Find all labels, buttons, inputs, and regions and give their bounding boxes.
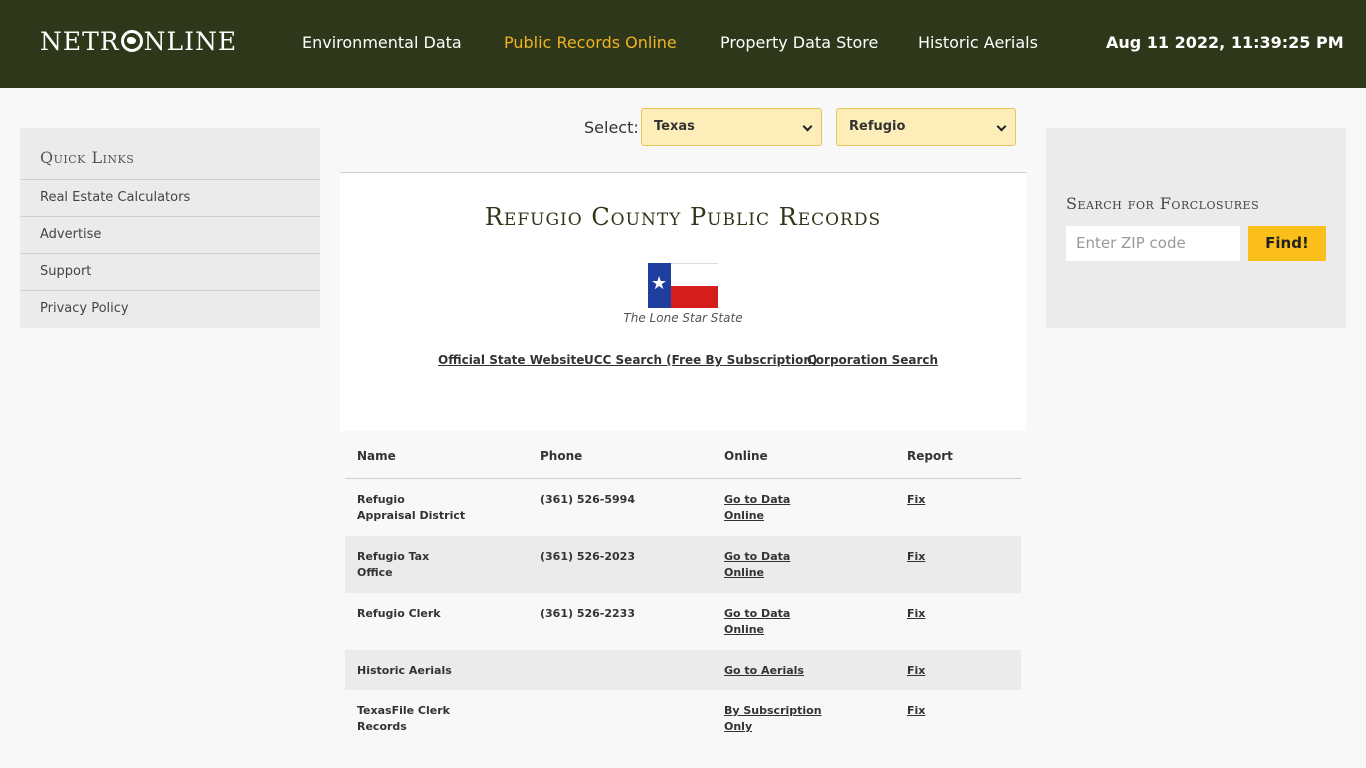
netronline-logo[interactable] [40,26,237,56]
table-row [345,479,1021,536]
corporation-search-link[interactable]: Corporation Search [807,353,939,367]
texas-flag-icon [648,263,718,308]
go-to-data-online-link[interactable]: Go to Data Online [724,550,791,579]
table-row [345,536,1021,593]
fix-report-link[interactable]: Fix [907,607,926,620]
row-name: Refugio Tax Office [357,550,430,579]
chevron-down-icon [997,122,1007,132]
logo-text-right: NLINE [143,26,238,56]
column-header-name: Name [357,449,396,463]
quick-link-advertise[interactable]: Advertise [20,216,320,253]
find-button[interactable]: Find! [1248,226,1326,261]
state-nickname: The Lone Star State [623,311,743,325]
logo-text-left: NETR [40,26,120,56]
page-title: Refugio County Public Records [484,203,882,231]
row-name: TexasFile Clerk Records [357,704,450,733]
nav-public-records-online[interactable]: Public Records Online [504,33,677,52]
site-header [0,0,1366,88]
county-select[interactable] [836,108,1016,146]
row-name: Historic Aerials [357,664,452,677]
select-label: Select: [584,118,639,137]
nav-property-data-store[interactable]: Property Data Store [720,33,879,52]
zip-code-input[interactable]: Enter ZIP code [1066,226,1240,261]
table-row [345,593,1021,650]
fix-report-link[interactable]: Fix [907,550,926,563]
county-card [340,172,1026,431]
county-select-value: Refugio [849,119,906,134]
quick-link-real-estate-calculators[interactable]: Real Estate Calculators [20,179,320,216]
globe-icon [121,30,143,52]
nav-environmental-data[interactable]: Environmental Data [302,33,462,52]
chevron-down-icon [803,122,813,132]
star-icon: ★ [651,273,668,293]
row-name: Refugio Appraisal District [357,493,466,522]
fix-report-link[interactable]: Fix [907,664,926,677]
nav-historic-aerials[interactable]: Historic Aerials [918,33,1038,52]
table-header [345,431,1021,479]
go-to-data-online-link[interactable]: Go to Data Online [724,607,791,636]
ucc-search-link[interactable]: UCC Search (Free By Subscription) [584,353,818,367]
foreclosure-search-title: Search for Forclosures [1066,194,1260,213]
column-header-online: Online [724,449,768,463]
state-select[interactable] [641,108,822,146]
quick-link-support[interactable]: Support [20,253,320,290]
foreclosure-search-panel [1046,128,1346,328]
fix-report-link[interactable]: Fix [907,704,926,717]
state-select-value: Texas [654,119,695,134]
column-header-report: Report [907,449,953,463]
row-name: Refugio Clerk [357,607,441,620]
quick-links-title: Quick Links [40,148,135,167]
quick-link-privacy-policy[interactable]: Privacy Policy [20,290,320,327]
go-to-data-online-link[interactable]: Go to Data Online [724,493,791,522]
column-header-phone: Phone [540,449,583,463]
fix-report-link[interactable]: Fix [907,493,926,506]
row-phone: (361) 526-5994 [540,493,635,506]
by-subscription-link[interactable]: By Subscription Only [724,704,822,733]
go-to-aerials-link[interactable]: Go to Aerials [724,664,804,677]
official-state-website-link[interactable]: Official State Website [438,353,585,367]
table-row [345,650,1021,690]
table-row [345,690,1021,747]
row-phone: (361) 526-2023 [540,550,635,563]
current-datetime: Aug 11 2022, 11:39:25 PM [1106,33,1344,52]
quick-links-panel [20,128,320,328]
row-phone: (361) 526-2233 [540,607,635,620]
